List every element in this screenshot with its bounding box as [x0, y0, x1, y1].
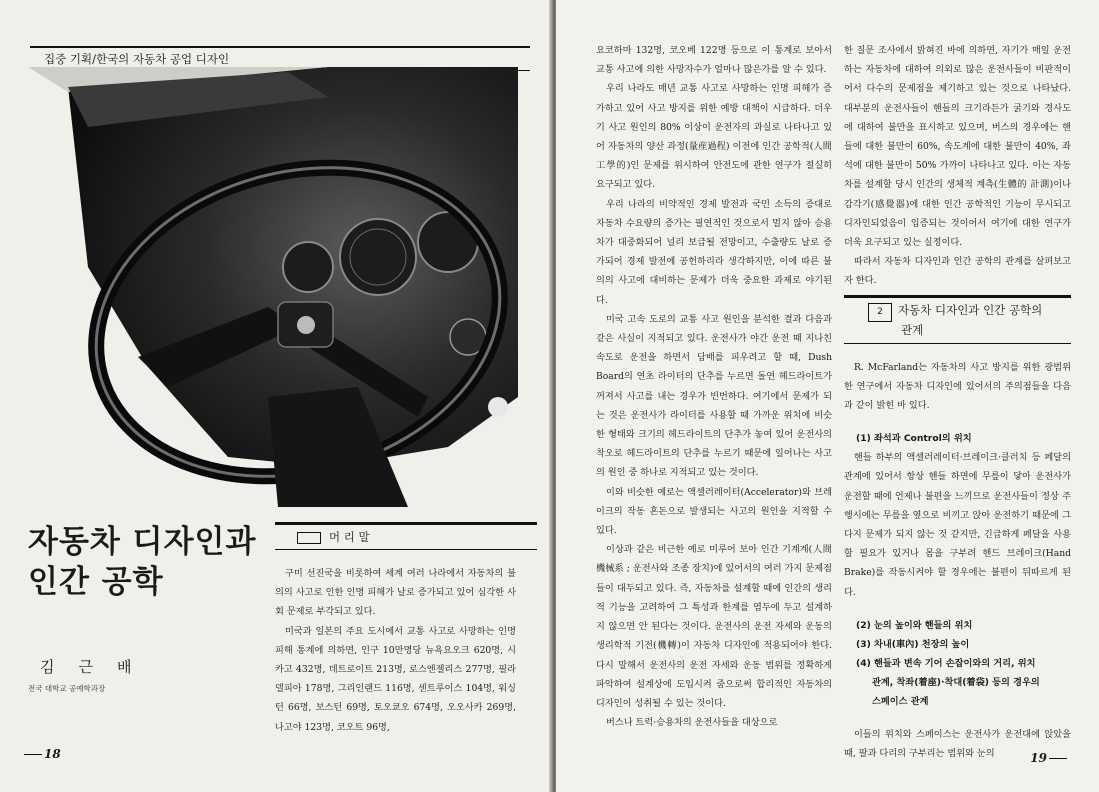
right-column-1 [596, 41, 832, 732]
paragraph: 이와 비슷한 예로는 액셀러레이터(Accelerator)와 브레이크의 작동 혼돈으로 발생되는 사고의 원인을 지적할 수 있다. [596, 486, 832, 537]
section-head-2 [844, 295, 1071, 344]
paragraph: 우리 나라도 매년 교통 사고로 사망하는 인명 피해가 증가하고 있어 사고 방지를 위한 예방 대책이 시급하다. 더우기 사고 원인의 80% 이상이 운전자의 과실로 나타나고 있어 자동차의 양산 과정(量産過程) 이전에 인간 공학적(人間工學的)인 문제를 위시하여 안전도에 관한 연구가 절실히 요구되고 있다. [596, 83, 832, 191]
list-item-heading-cont: 관계, 착좌(着座)·착대(着袋) 등의 경우의 [872, 676, 1040, 688]
paragraph: 버스나 트럭·승용차의 운전사들을 대상으로 [606, 717, 778, 729]
paragraph: 구미 선진국을 비롯하여 세계 여러 나라에서 자동차의 불의의 사고로 인한 인명 피해가 날로 증가되고 있어 심각한 사회 문제로 부각되고 있다. [275, 568, 516, 618]
steering-wheel-photo [28, 67, 518, 507]
paragraph: 미국과 일본의 주요 도시에서 교통 사고로 사망하는 인명 피해 통계에 의하면, 인구 10만명당 뉴욕요오크 620명, 시카고 432명, 데트로이트 213명, 로스엔젤리스 277명, 필라델피아 178명, 그리인랜드 116명, 센트루이스 104명, 워싱턴 66명, 보스턴 69명, 토오쿄오 674명, 오오사카 269명, 나고야 123명, 코오트 96명, [275, 625, 516, 733]
paragraph: 한 질문 조사에서 밝혀진 바에 의하면, 자기가 매일 운전하는 자동차에 대하여 의외로 많은 운전사들이 비판적이어서 다수의 문제점을 제기하고 있는 것으로 나타났다. 대부분의 운전사들이 핸들의 크기라든가 굵기와 경사도에 대하여 불만을 표시하고 있으며, 버스의 경우에는 핸들에 대한 불만이 60%, 속도계에 대한 불만이 40%, 좌석에 대한 불만이 50% 가까이 나타나고 있다. 이는 자동차를 설계할 당시 인간의 생체적 계측(生體的 計測)이나 감각기(感覺器)에 대한 인간 공학적인 기능이 무시되고 디자인되었음이 입증되는 것이어서 여기에 대한 연구가 더욱 요구되고 있는 실정이다. [844, 45, 1071, 249]
section-head-intro [275, 522, 537, 550]
list-item-heading: (2) 눈의 높이와 핸들의 위치 [856, 619, 973, 631]
article-title [28, 522, 278, 602]
list-item-heading-cont: 스페이스 관계 [872, 695, 929, 707]
author-name: 김근배 [40, 658, 156, 676]
left-body-column [275, 564, 516, 737]
section-head-label: 머 리 말 [329, 530, 370, 544]
right-page [556, 0, 1099, 792]
section-box-icon [297, 532, 321, 544]
title-line-2: 인간 공학 [28, 564, 164, 600]
section-head-line-1: 자동차 디자인과 인간 공학의 [898, 302, 1043, 317]
page-number-left: 18 [24, 747, 61, 761]
running-head: 집중 기획/한국의 자동차 공업 디자인 [30, 46, 530, 71]
list-item-heading: (4) 핸들과 변속 기어 손잡이와의 거리, 위치 [856, 657, 1036, 669]
paragraph: 우리 나라의 비약적인 경제 발전과 국민 소득의 증대로 자동차 수요량의 증가는 필연적인 것으로서 멀지 않아 승용차가 대중화되어 널리 보급될 전망이고, 수출량도 날로 증가되어 경제 발전에 공헌하리라 생각하지만, 이에 따른 불의의 사고에 대비하는 문제가 더욱 중요한 과제로 야기된다. [596, 198, 832, 306]
section-number-box: 2 [868, 303, 892, 322]
page-number-right: 19 [1030, 751, 1067, 765]
section-head-line-2: 관계 [901, 322, 924, 337]
paragraph: R. McFarland는 자동차의 사고 방지를 위한 광범위한 연구에서 자동차 디자인에 있어서의 주의점들을 다음과 같이 밝힌 바 있다. [844, 361, 1071, 412]
paragraph: 이들의 위치와 스페이스는 운전사가 운전대에 앉았을 때, 팔과 다리의 구부리는 범위와 눈의 [844, 728, 1071, 760]
paragraph: 이상과 같은 비근한 예로 미루어 보아 인간 기계계(人間機械系 ; 운전사와 조종 장치)에 있어서의 여러 가지 문제점들이 대두되고 있다. 즉, 자동차를 설계할 때에 인간의 생리적 기능을 고려하여 그 특성과 한계를 염두에 두고 설계하지 않으면 안 된다는 것이다. 운전사의 운전 자세와 운동의 생리학적 기전(機轉)이 자동차 디자인에 적용되어야 한다. 다시 말해서 운전사의 운전 자세와 운동 범위를 정확하게 파악하여 설계상에 도입시켜 줌으로써 합리적인 자동차의 디자인이 성취될 수 있는 것이다. [596, 544, 832, 709]
paragraph: 핸들 하부의 액셀러레이터·브레이크·클러치 등 페달의 관계에 있어서 항상 핸들 하면에 무릎이 닿아 운전사가 운전할 때에 언제나 불편을 느끼므로 운전사들이 정상 주행시에는 무릎을 옆으로 비끼고 앉아 운전하기 때문에 그다지 문제가 되지 않는 것 같지만, 긴급하게 페달을 사용할 필요가 있거나 몸을 구부려 핸드 브레이크(Hand Brake)를 작동시켜야 할 경우에는 불편이 뒤따르게 된다. [844, 452, 1071, 598]
right-column-2 [844, 41, 1071, 763]
paragraph: 미국 고속 도로의 교통 사고 원인을 분석한 결과 다음과 같은 사실이 지적되고 있다. 운전사가 야간 운전 때 지나친 속도로 운전을 하면서 담배를 피우려고 할 때, Dush Board의 연초 라이터의 단추를 누르면 돌연 헤드라이트가 꺼져서 사고를 내는 경우가 빈번하다. 여기에서 문제가 되는 것은 운전사가 라이터를 사용할 때 가까운 위치에 비슷한 형태와 크기의 헤드라이트의 단추가 놓여 있어 운전사의 착오로 헤드라이트의 단추를 누르기 때문에 일어나는 사고의 원인 중 하나로 지적되고 있는 것이다. [596, 313, 832, 479]
author-affiliation: 전국 대학교 공예학과장 [28, 684, 106, 693]
paragraph: 요코하마 132명, 코오베 122명 등으로 이 통계로 보아서 교통 사고에 의한 사망자수가 얼마나 많은가를 알 수 있다. [596, 45, 832, 76]
paragraph: 따라서 자동차 디자인과 인간 공학의 관계를 살펴보고자 한다. [844, 256, 1071, 287]
title-line-1: 자동차 디자인과 [28, 524, 257, 560]
list-item-heading: (3) 차내(車內) 천장의 높이 [856, 638, 970, 650]
list-item-heading: (1) 좌석과 Control의 위치 [856, 433, 972, 445]
